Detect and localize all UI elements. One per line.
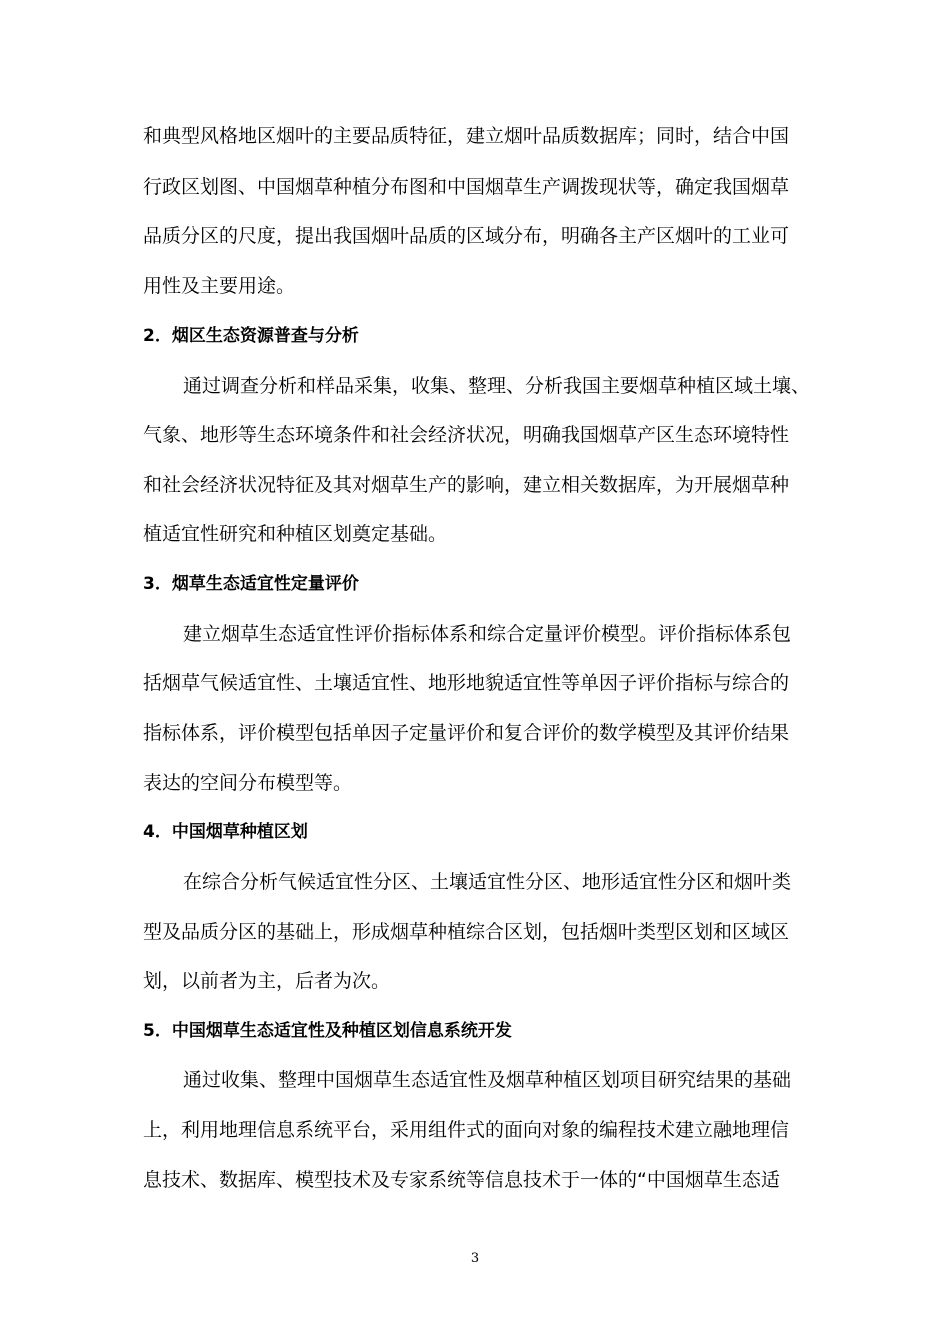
paragraph-line: 植适宜性研究和种植区划奠定基础。 [143, 523, 448, 545]
paragraph-line: 气象、地形等生态环境条件和社会经济状况，明确我国烟草产区生态环境特性 [143, 424, 790, 446]
paragraph-line: 用性及主要用途。 [143, 275, 296, 297]
paragraph-line: 建立烟草生态适宜性评价指标体系和综合定量评价模型。评价指标体系包 [183, 623, 792, 645]
paragraph-line: 划，以前者为主，后者为次。 [143, 970, 391, 992]
paragraph-line: 括烟草气候适宜性、土壤适宜性、地形地貌适宜性等单因子评价指标与综合的 [143, 672, 790, 694]
paragraph-line: 息技术、数据库、模型技术及专家系统等信息技术于一体的“中国烟草生态适 [143, 1169, 780, 1191]
paragraph-line: 行政区划图、中国烟草种植分布图和中国烟草生产调拨现状等，确定我国烟草 [143, 176, 790, 198]
section-heading: 2．烟区生态资源普查与分析 [143, 326, 359, 346]
paragraph-line: 和典型风格地区烟叶的主要品质特征，建立烟叶品质数据库；同时，结合中国 [143, 125, 790, 147]
paragraph-line: 表达的空间分布模型等。 [143, 772, 353, 794]
page-number: 3 [470, 1251, 480, 1266]
paragraph-line: 和社会经济状况特征及其对烟草生产的影响，建立相关数据库，为开展烟草种 [143, 474, 790, 496]
paragraph-line: 通过收集、整理中国烟草生态适宜性及烟草种植区划项目研究结果的基础 [183, 1069, 792, 1091]
paragraph-line: 通过调查分析和样品采集，收集、整理、分析我国主要烟草种植区域土壤、 [183, 375, 811, 397]
paragraph-line: 型及品质分区的基础上，形成烟草种植综合区划，包括烟叶类型区划和区域区 [143, 921, 790, 943]
section-heading: 4．中国烟草种植区划 [143, 822, 308, 842]
section-heading: 5．中国烟草生态适宜性及种植区划信息系统开发 [143, 1021, 512, 1041]
paragraph-line: 上，利用地理信息系统平台，采用组件式的面向对象的编程技术建立融地理信 [143, 1119, 790, 1141]
paragraph-line: 在综合分析气候适宜性分区、土壤适宜性分区、地形适宜性分区和烟叶类 [183, 871, 792, 893]
section-heading: 3．烟草生态适宜性定量评价 [143, 574, 359, 594]
paragraph-line: 指标体系，评价模型包括单因子定量评价和复合评价的数学模型及其评价结果 [143, 722, 790, 744]
paragraph-line: 品质分区的尺度，提出我国烟叶品质的区域分布，明确各主产区烟叶的工业可 [143, 225, 790, 247]
